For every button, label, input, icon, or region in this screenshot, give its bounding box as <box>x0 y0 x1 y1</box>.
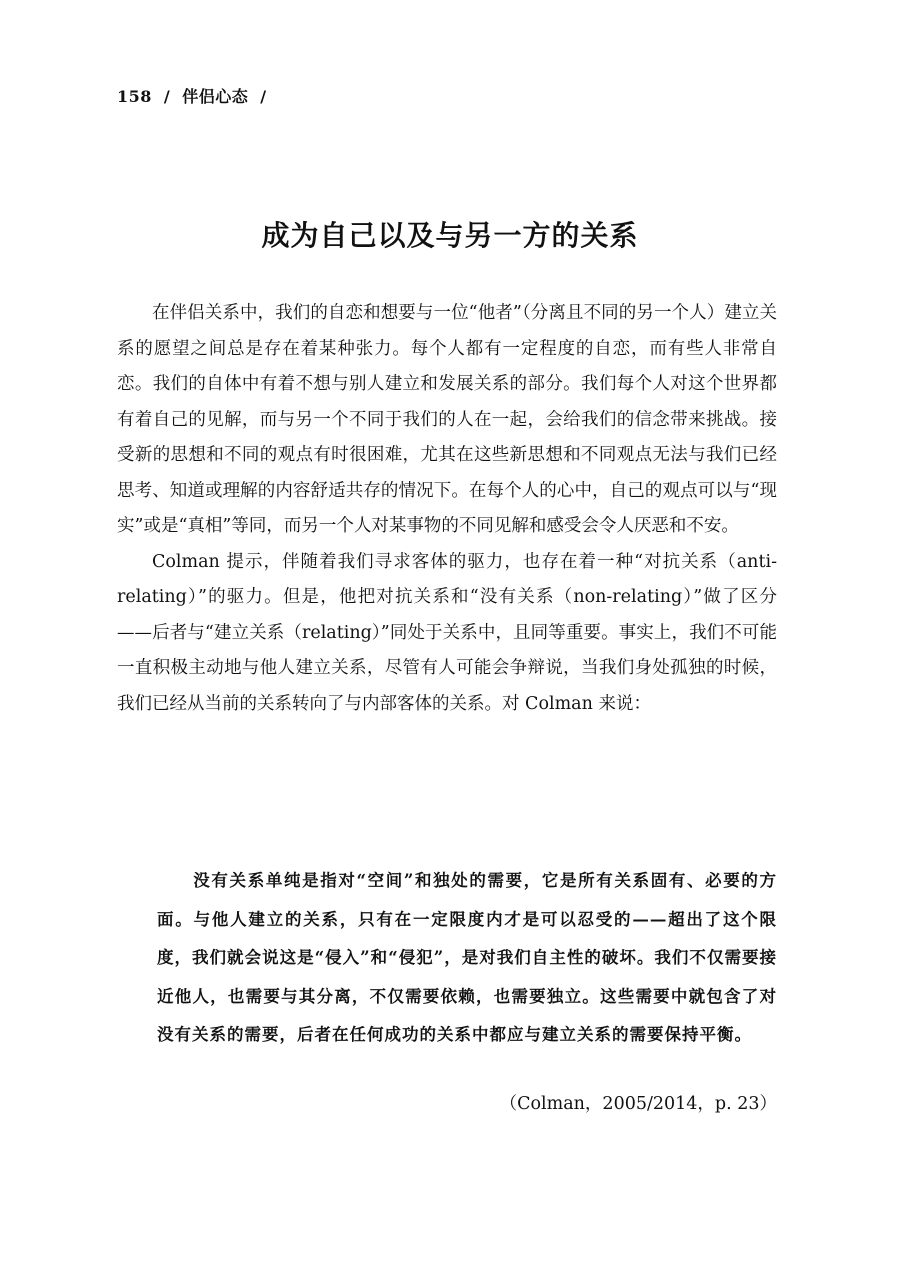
quote-citation: （Colman，2005/2014，p. 23） <box>499 1094 777 1114</box>
section-title: 成为自己以及与另一方的关系 <box>261 219 639 252</box>
quote-text: 没有关系单纯是指对“空间”和独处的需要，它是所有关系固有、必要的方面。与他人建立的关系，只有在一定限度内才是可以忍受的——超出了这个限度，我们就会说这是“侵入”和“侵犯”，是对我们自主性的破坏。我们不仅需要接近他人，也需要与其分离，不仅需要依赖，也需要独立。这些需要中就包含了对没有关系的需要，后者在任何成功的关系中都应与建立关系的需要保持平衡。 <box>157 871 777 1045</box>
header-separator: / <box>163 87 171 106</box>
body-text <box>117 296 777 722</box>
header-trailing-separator: / <box>260 87 267 106</box>
block-quote <box>157 862 777 1055</box>
paragraph: Colman 提示，伴随着我们寻求客体的驱力，也存在着一种“对抗关系（anti-relating）”的驱力。但是，他把对抗关系和“没有关系（non-relating）”做了区分——后者与“建立关系（relating）”同处于关系中，且同等重要。事实上，我们不可能一直积极主动地与他人建立关系，尽管有人可能会争辩说，当我们身处孤独的时候，我们已经从当前的关系转向了与内部客体的关系。对 Colman 来说： <box>117 551 777 714</box>
running-header <box>117 84 279 107</box>
page-number: 158 <box>117 87 152 106</box>
paragraph: 在伴侣关系中，我们的自恋和想要与一位“他者”（分离且不同的另一个人）建立关系的愿望之间总是存在着某种张力。每个人都有一定程度的自恋，而有些人非常自恋。我们的自体中有着不想与别人建立和发展关系的部分。我们每个人对这个世界都有着自己的见解，而与另一个不同于我们的人在一起，会给我们的信念带来挑战。接受新的思想和不同的观点有时很困难，尤其在这些新思想和不同观点无法与我们已经思考、知道或理解的内容舒适共存的情况下。在每个人的心中，自己的观点可以与“现实”或是“真相”等同，而另一个人对某事物的不同见解和感受会令人厌恶和不安。 <box>117 303 777 536</box>
book-title: 伴侣心态 <box>182 87 249 106</box>
